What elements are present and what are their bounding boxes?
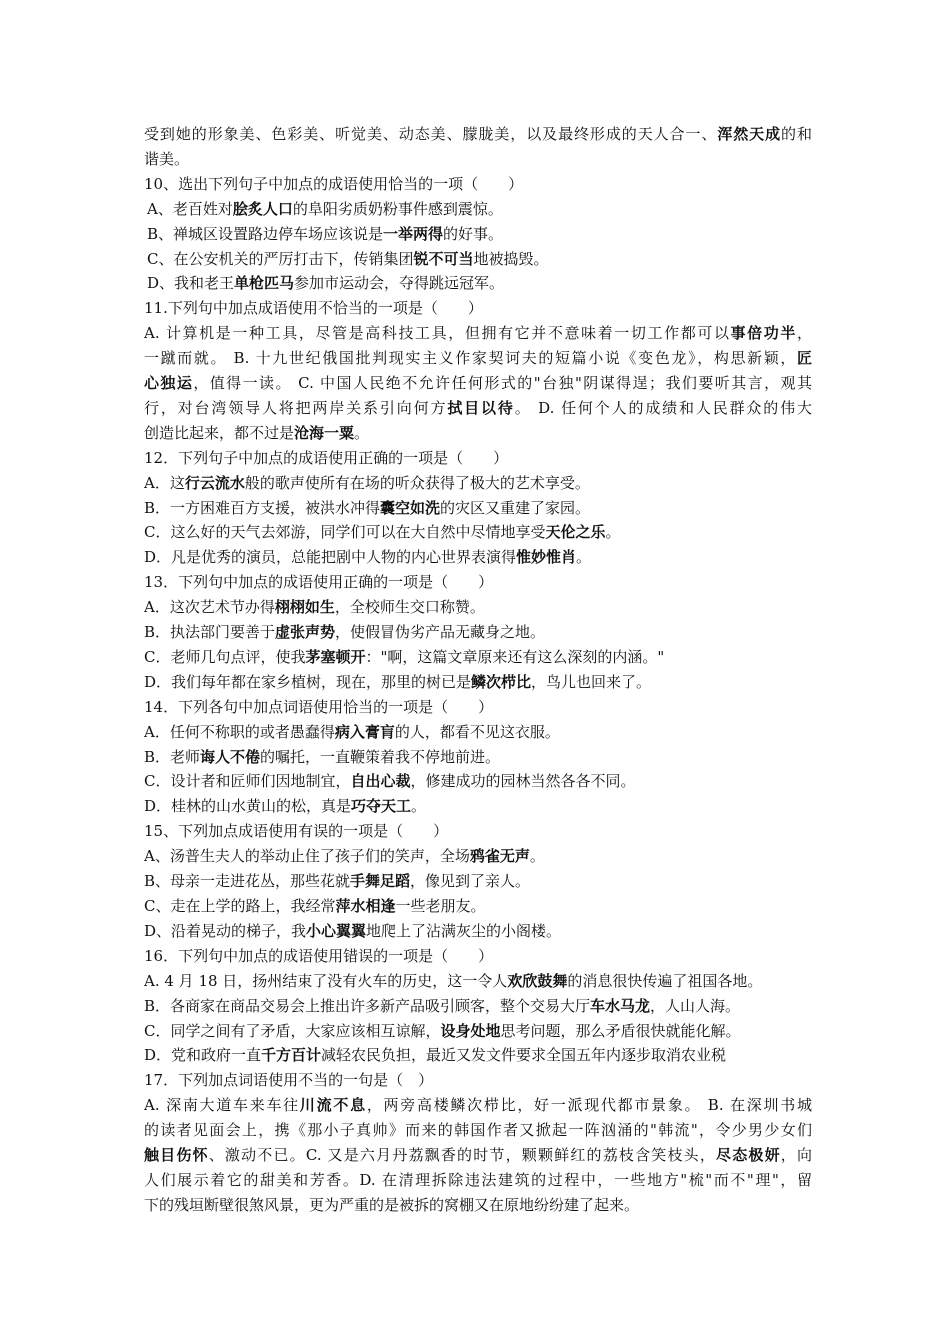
idiom-term: 萍水相逢: [335, 897, 396, 916]
text-segment: C．同学之间有了矛盾，大家应该相互谅解，: [144, 1021, 441, 1040]
text-line: [144, 819, 812, 844]
idiom-term: 欢欣鼓舞: [507, 971, 568, 990]
text-segment: 的和: [781, 125, 812, 143]
text-line: [144, 919, 812, 944]
text-line: [144, 745, 812, 770]
text-segment: 11.下列句中加点成语使用不恰当的一项是（ ）: [144, 299, 483, 318]
idiom-term: 一举两得: [383, 224, 444, 243]
text-segment: ，全校师生交口称赞。: [334, 598, 485, 617]
text-segment: D、沿着晃动的梯子，我: [144, 921, 307, 940]
text-segment: 的人，都看不见这衣服。: [394, 722, 560, 741]
text-segment: 。 D. 任何个人的成绩和人民群众的伟大: [514, 398, 812, 417]
text-line: [144, 769, 812, 794]
text-segment: 。: [605, 523, 621, 542]
text-segment: ，鸟儿也回来了。: [531, 672, 652, 691]
text-segment: B．一方困难百方支援，被洪水冲得: [144, 498, 381, 517]
idiom-term: 锐不可当: [413, 249, 474, 268]
text-segment: A．这次艺术节办得: [144, 598, 275, 617]
text-segment: 行，对台湾领导人将把两岸关系引向何方: [144, 398, 448, 417]
idiom-term: 诲人不倦: [200, 747, 261, 766]
text-segment: ，使假冒伪劣产品无藏身之地。: [335, 623, 546, 642]
text-line: [144, 1118, 812, 1143]
text-line: [144, 396, 812, 421]
text-segment: 减轻农民负担，最近又发文件要求全国五年内逐步取消农业税: [321, 1046, 727, 1065]
text-segment: ，向: [780, 1146, 812, 1165]
text-segment: A．任何不称职的或者愚蠢得: [144, 722, 335, 741]
text-line: [144, 595, 812, 620]
text-line: [144, 869, 812, 894]
idiom-term: 手舞足蹈: [350, 872, 411, 891]
text-segment: C、在公安机关的严厉打击下，传销集团: [147, 249, 414, 268]
text-segment: 、激动不已。C. 又是六月丹荔飘香的时节，颗颗鲜红的荔枝含笑枝头，: [208, 1146, 717, 1165]
text-segment: ，值得一读。 C. 中国人民绝不允许任何形式的"台独"阴谋得逞；我们要听其言，观其: [193, 374, 812, 393]
text-segment: D．桂林的山水黄山的松，真是: [144, 797, 352, 816]
idiom-term: 茅塞顿开: [305, 647, 366, 666]
text-line: [144, 1093, 812, 1118]
text-line: [144, 720, 812, 745]
text-segment: C、走在上学的路上，我经常: [144, 897, 336, 916]
text-line: [144, 321, 812, 346]
idiom-term: 惟妙惟肖: [516, 548, 577, 567]
idiom-term: 鳞次栉比: [471, 672, 532, 691]
text-segment: 15、下列加点成语使用有误的一项是（ ）: [144, 822, 449, 841]
idiom-term: 鸦雀无声: [469, 847, 530, 866]
idiom-term: 行云流水: [184, 473, 245, 492]
text-line: [144, 620, 812, 645]
text-line: [144, 520, 812, 545]
text-segment: 参加市运动会，夺得跳远冠军。: [294, 274, 505, 293]
text-line: [144, 844, 812, 869]
text-segment: D．党和政府一直: [144, 1046, 262, 1065]
text-segment: 的好事。: [443, 224, 504, 243]
idiom-term: 事倍功半: [730, 324, 797, 343]
text-line: [144, 296, 812, 321]
text-line: [144, 1168, 812, 1193]
text-segment: A. 计算机是一种工具，尽管是高科技工具，但拥有它并不意味着一切工作都可以: [144, 324, 731, 343]
text-segment: 。: [576, 548, 592, 567]
text-line: [144, 1143, 812, 1168]
text-segment: B、母亲一走进花丛，那些花就: [144, 872, 351, 891]
text-segment: 。: [354, 423, 370, 442]
idiom-term: 囊空如洗: [380, 498, 441, 517]
idiom-term: 沧海一粟: [294, 423, 355, 442]
text-line: [144, 421, 812, 446]
text-line: [144, 969, 812, 994]
idiom-term: 巧夺天工: [351, 797, 412, 816]
text-line: [144, 346, 812, 371]
idiom-term: 脍炙人口: [232, 199, 293, 218]
text-line: [144, 446, 812, 471]
text-segment: 。: [411, 797, 427, 816]
text-segment: 12．下列句子中加点的成语使用正确的一项是（ ）: [144, 448, 509, 467]
text-line: [144, 496, 812, 521]
text-line: [144, 670, 812, 695]
text-segment: C．设计者和匠师们因地制宜，: [144, 772, 351, 791]
idiom-term: 小心翼翼: [306, 921, 367, 940]
text-segment: 的灾区又重建了家园。: [440, 498, 591, 517]
idiom-term: 千方百计: [261, 1046, 322, 1065]
text-line: [144, 222, 812, 247]
text-line: [144, 147, 812, 172]
text-segment: A. 深南大道车来车往: [144, 1096, 300, 1115]
text-segment: ，修建成功的园林当然各各不同。: [410, 772, 636, 791]
text-segment: D．凡是优秀的演员，总能把剧中人物的内心世界表演得: [144, 548, 517, 567]
text-line: [144, 247, 812, 272]
text-segment: 地爬上了沾满灰尘的小阁楼。: [366, 921, 562, 940]
idiom-term: 拭目以待: [447, 398, 515, 417]
text-line: [144, 570, 812, 595]
text-segment: 一蹴而就。 B. 十九世纪俄国批判现实主义作家契诃夫的短篇小说《变色龙》，构思新颖，: [144, 349, 797, 368]
text-segment: D、我和老王: [147, 274, 235, 293]
text-segment: 13．下列句中加点的成语使用正确的一项是（ ）: [144, 573, 494, 592]
text-segment: 创造比起来，都不过是: [144, 423, 295, 442]
text-segment: B．老师: [144, 747, 201, 766]
text-segment: 16．下列句中加点的成语使用错误的一项是（ ）: [144, 946, 494, 965]
text-segment: ，像见到了亲人。: [410, 872, 531, 891]
idiom-term: 川流不息: [299, 1096, 367, 1115]
text-segment: 的阜阳劣质奶粉事件感到震惊。: [292, 199, 503, 218]
text-segment: 下的残垣断壁很煞风景，更为严重的是被拆的窝棚又在原地纷纷建了起来。: [144, 1195, 640, 1214]
text-line: [144, 944, 812, 969]
text-line: [144, 122, 812, 147]
text-segment: A．这: [144, 473, 185, 492]
idiom-term: 心独运: [144, 374, 194, 393]
text-segment: 17．下列加点词语使用不当的一句是（ ）: [144, 1071, 434, 1090]
text-line: [144, 695, 812, 720]
text-segment: A、汤普生夫人的举动止住了孩子们的笑声，全场: [144, 847, 470, 866]
text-segment: B、禅城区设置路边停车场应该说是: [147, 224, 384, 243]
text-segment: C．老师几句点评，使我: [144, 647, 306, 666]
idiom-term: 尽态极妍: [716, 1146, 781, 1165]
text-line: [144, 271, 812, 296]
text-segment: A. 4 月 18 日，扬州结束了没有火车的历史，这一令人: [144, 971, 508, 990]
text-segment: 。: [529, 847, 545, 866]
idiom-term: 匠: [796, 349, 812, 368]
text-line: [144, 197, 812, 222]
text-segment: D．我们每年都在家乡植树，现在，那里的树已是: [144, 672, 472, 691]
text-line: [144, 1193, 812, 1218]
text-segment: A、老百姓对: [147, 199, 233, 218]
text-line: [144, 1043, 812, 1068]
idiom-term: 浑然天成: [717, 125, 782, 143]
text-line: [144, 994, 812, 1019]
text-line: [144, 471, 812, 496]
text-segment: 10、选出下列句子中加点的成语使用恰当的一项（ ）: [144, 174, 524, 193]
idiom-term: 触目伤怀: [144, 1146, 209, 1165]
text-segment: 14．下列各句中加点词语使用恰当的一项是（ ）: [144, 697, 494, 716]
text-segment: 般的歌声使所有在场的听众获得了极大的艺术享受。: [244, 473, 590, 492]
text-segment: 地被捣毁。: [473, 249, 549, 268]
text-line: [144, 172, 812, 197]
idiom-term: 设身处地: [440, 1021, 501, 1040]
text-segment: ，两旁高楼鳞次栉比，好一派现代都市景象。 B. 在深圳书城: [366, 1096, 812, 1115]
text-segment: 的消息很快传遍了祖国各地。: [567, 971, 763, 990]
text-segment: 受到她的形象美、色彩美、听觉美、动态美、朦胧美，以及最终形成的天人合一、: [144, 125, 718, 143]
text-line: [144, 1068, 812, 1093]
text-segment: ，: [796, 324, 812, 343]
text-segment: 的嘱托，一直鞭策着我不停地前进。: [260, 747, 501, 766]
text-segment: ，人山人海。: [650, 996, 741, 1015]
idiom-term: 栩栩如生: [274, 598, 335, 617]
text-segment: C．这么好的天气去郊游，同学们可以在大自然中尽情地享受: [144, 523, 546, 542]
text-segment: ："啊，这篇文章原来还有这么深刻的内涵。": [365, 647, 665, 666]
text-line: [144, 371, 812, 396]
text-line: [144, 1019, 812, 1044]
text-segment: B．各商家在商品交易会上推出许多新产品吸引顾客，整个交易大厅: [144, 996, 591, 1015]
text-segment: 思考问题，那么矛盾很快就能化解。: [500, 1021, 741, 1040]
text-line: [144, 545, 812, 570]
text-segment: 一些老朋友。: [395, 897, 486, 916]
text-segment: B．执法部门要善于: [144, 623, 276, 642]
idiom-term: 车水马龙: [590, 996, 651, 1015]
idiom-term: 天伦之乐: [545, 523, 606, 542]
text-line: [144, 794, 812, 819]
idiom-term: 单枪匹马: [234, 274, 295, 293]
text-segment: 的读者见面会上，携《那小子真帅》而来的韩国作者又掀起一阵汹涌的"韩流"，令少男少女们: [144, 1121, 812, 1140]
idiom-term: 病入膏肓: [334, 722, 395, 741]
text-segment: 谐美。: [144, 149, 190, 168]
idiom-term: 虚张声势: [275, 623, 336, 642]
text-line: [144, 645, 812, 670]
idiom-term: 自出心裁: [350, 772, 411, 791]
text-line: [144, 894, 812, 919]
document-page: [144, 122, 812, 1218]
text-segment: 人们展示着它的甜美和芳香。D. 在清理拆除违法建筑的过程中，一些地方"梳"而不"理"，留: [144, 1170, 812, 1189]
